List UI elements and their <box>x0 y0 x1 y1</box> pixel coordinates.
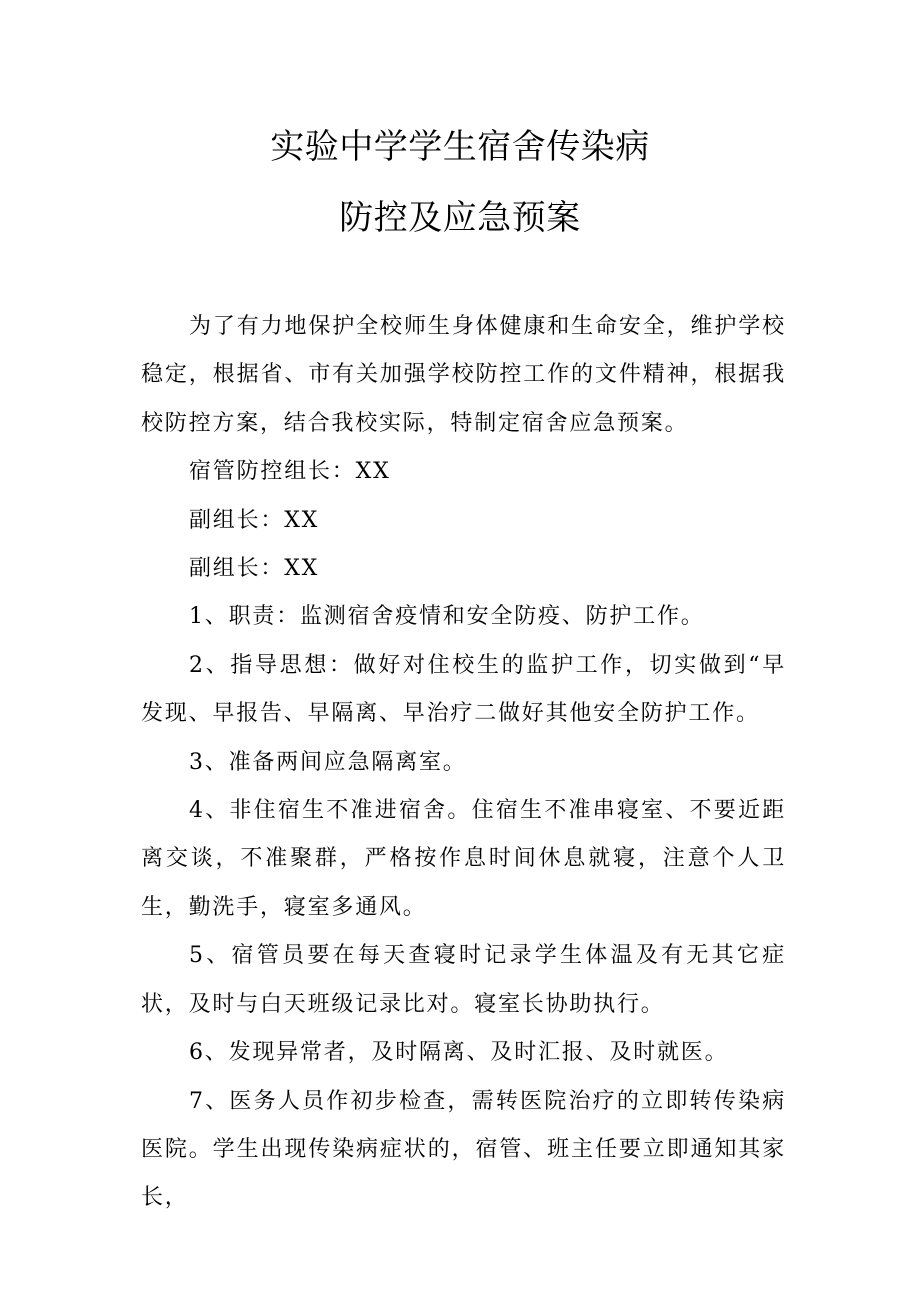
paragraph-item-7: 7、医务人员作初步检查，需转医院治疗的立即转传染病医院。学生出现传染病症状的，宿管、班主任要立即通知其家长， <box>141 1088 786 1211</box>
paragraph-intro: 为了有力地保护全校师生身体健康和生命安全，维护学校稳定，根据省、市有关加强学校防控工作的文件精神，根据我校防控方案，结合我校实际，特制定宿舍应急预案。 <box>141 314 786 436</box>
paragraph-item-2: 2、指导思想：做好对住校生的监护工作，切实做到“早发现、早报告、早隔离、早治疗二做好其他安全防护工作。 <box>141 652 786 727</box>
document-body <box>141 303 786 1223</box>
document-title-line-2: 防控及应急预案 <box>339 198 581 238</box>
paragraph-item-1: 1、职责：监测宿舍疫情和安全防疫、防护工作。 <box>189 604 705 630</box>
paragraph-group-leader: 宿管防控组长：XX <box>189 459 391 485</box>
paragraph-deputy-leader-2: 副组长：XX <box>189 556 320 582</box>
paragraph-deputy-leader-1: 副组长：XX <box>189 507 320 533</box>
paragraph-item-5: 5、宿管员要在每天查寝时记录学生体温及有无其它症状，及时与白天班级记录比对。寝室长协助执行。 <box>141 943 786 1017</box>
paragraph-item-3: 3、准备两间应急隔离室。 <box>189 749 467 775</box>
paragraph-item-6: 6、发现异常者，及时隔离、及时汇报、及时就医。 <box>189 1040 729 1066</box>
paragraph-item-4: 4、非住宿生不准进宿舍。住宿生不准串寝室、不要近距离交谈，不准聚群，严格按作息时间休息就寝，注意个人卫生，勤洗手，寝室多通风。 <box>141 798 786 920</box>
document-title-line-1: 实验中学学生宿舍传染病 <box>270 127 650 167</box>
